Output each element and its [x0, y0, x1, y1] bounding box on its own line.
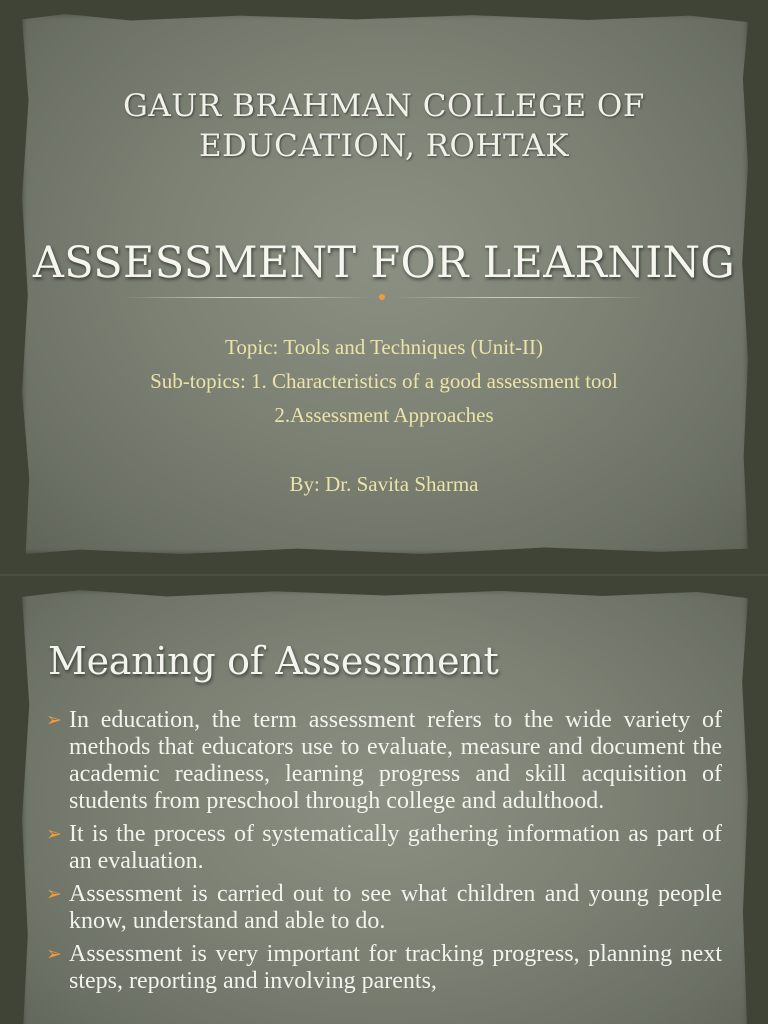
slide-heading: Meaning of Assessment — [48, 639, 499, 683]
arrow-bullet-icon: ➢ — [46, 943, 62, 965]
slide-title: ASSESSMENT FOR LEARNING — [32, 238, 736, 288]
title-divider-right — [394, 297, 646, 298]
bullet-text: It is the process of systematically gathering information as part of an evaluation. — [69, 821, 722, 874]
bullet-list — [46, 707, 722, 1001]
subtopic-line-1: Sub-topics: 1. Characteristics of a good assessment tool — [150, 369, 618, 393]
author-line: By: Dr. Savita Sharma — [289, 472, 479, 496]
topic-line: Topic: Tools and Techniques (Unit-II) — [225, 335, 543, 359]
list-item — [46, 821, 722, 875]
list-item — [46, 941, 722, 995]
title-divider-left — [122, 297, 372, 298]
college-name — [0, 86, 768, 167]
bullet-text: Assessment is carried out to see what children and young people know, understand and able to do. — [69, 881, 722, 934]
bullet-text: Assessment is very important for tracking progress, planning next steps, reporting and involving parents, — [69, 941, 722, 994]
subtopic-line-2: 2.Assessment Approaches — [274, 403, 494, 427]
arrow-bullet-icon: ➢ — [46, 823, 62, 845]
list-item — [46, 707, 722, 815]
bullet-text: In education, the term assessment refers to the wide variety of methods that educators use to evaluate, measure and document the academic readiness, learning progress and skill acquisition of students from preschool through college and adulthood. — [69, 707, 722, 814]
college-name-line2: EDUCATION, ROHTAK — [198, 128, 570, 165]
content-slide — [0, 576, 768, 1024]
list-item — [46, 881, 722, 935]
college-name-line1: GAUR BRAHMAN COLLEGE OF — [123, 88, 645, 124]
arrow-bullet-icon: ➢ — [46, 709, 62, 731]
arrow-bullet-icon: ➢ — [46, 883, 62, 905]
divider-dot-icon — [379, 294, 385, 300]
